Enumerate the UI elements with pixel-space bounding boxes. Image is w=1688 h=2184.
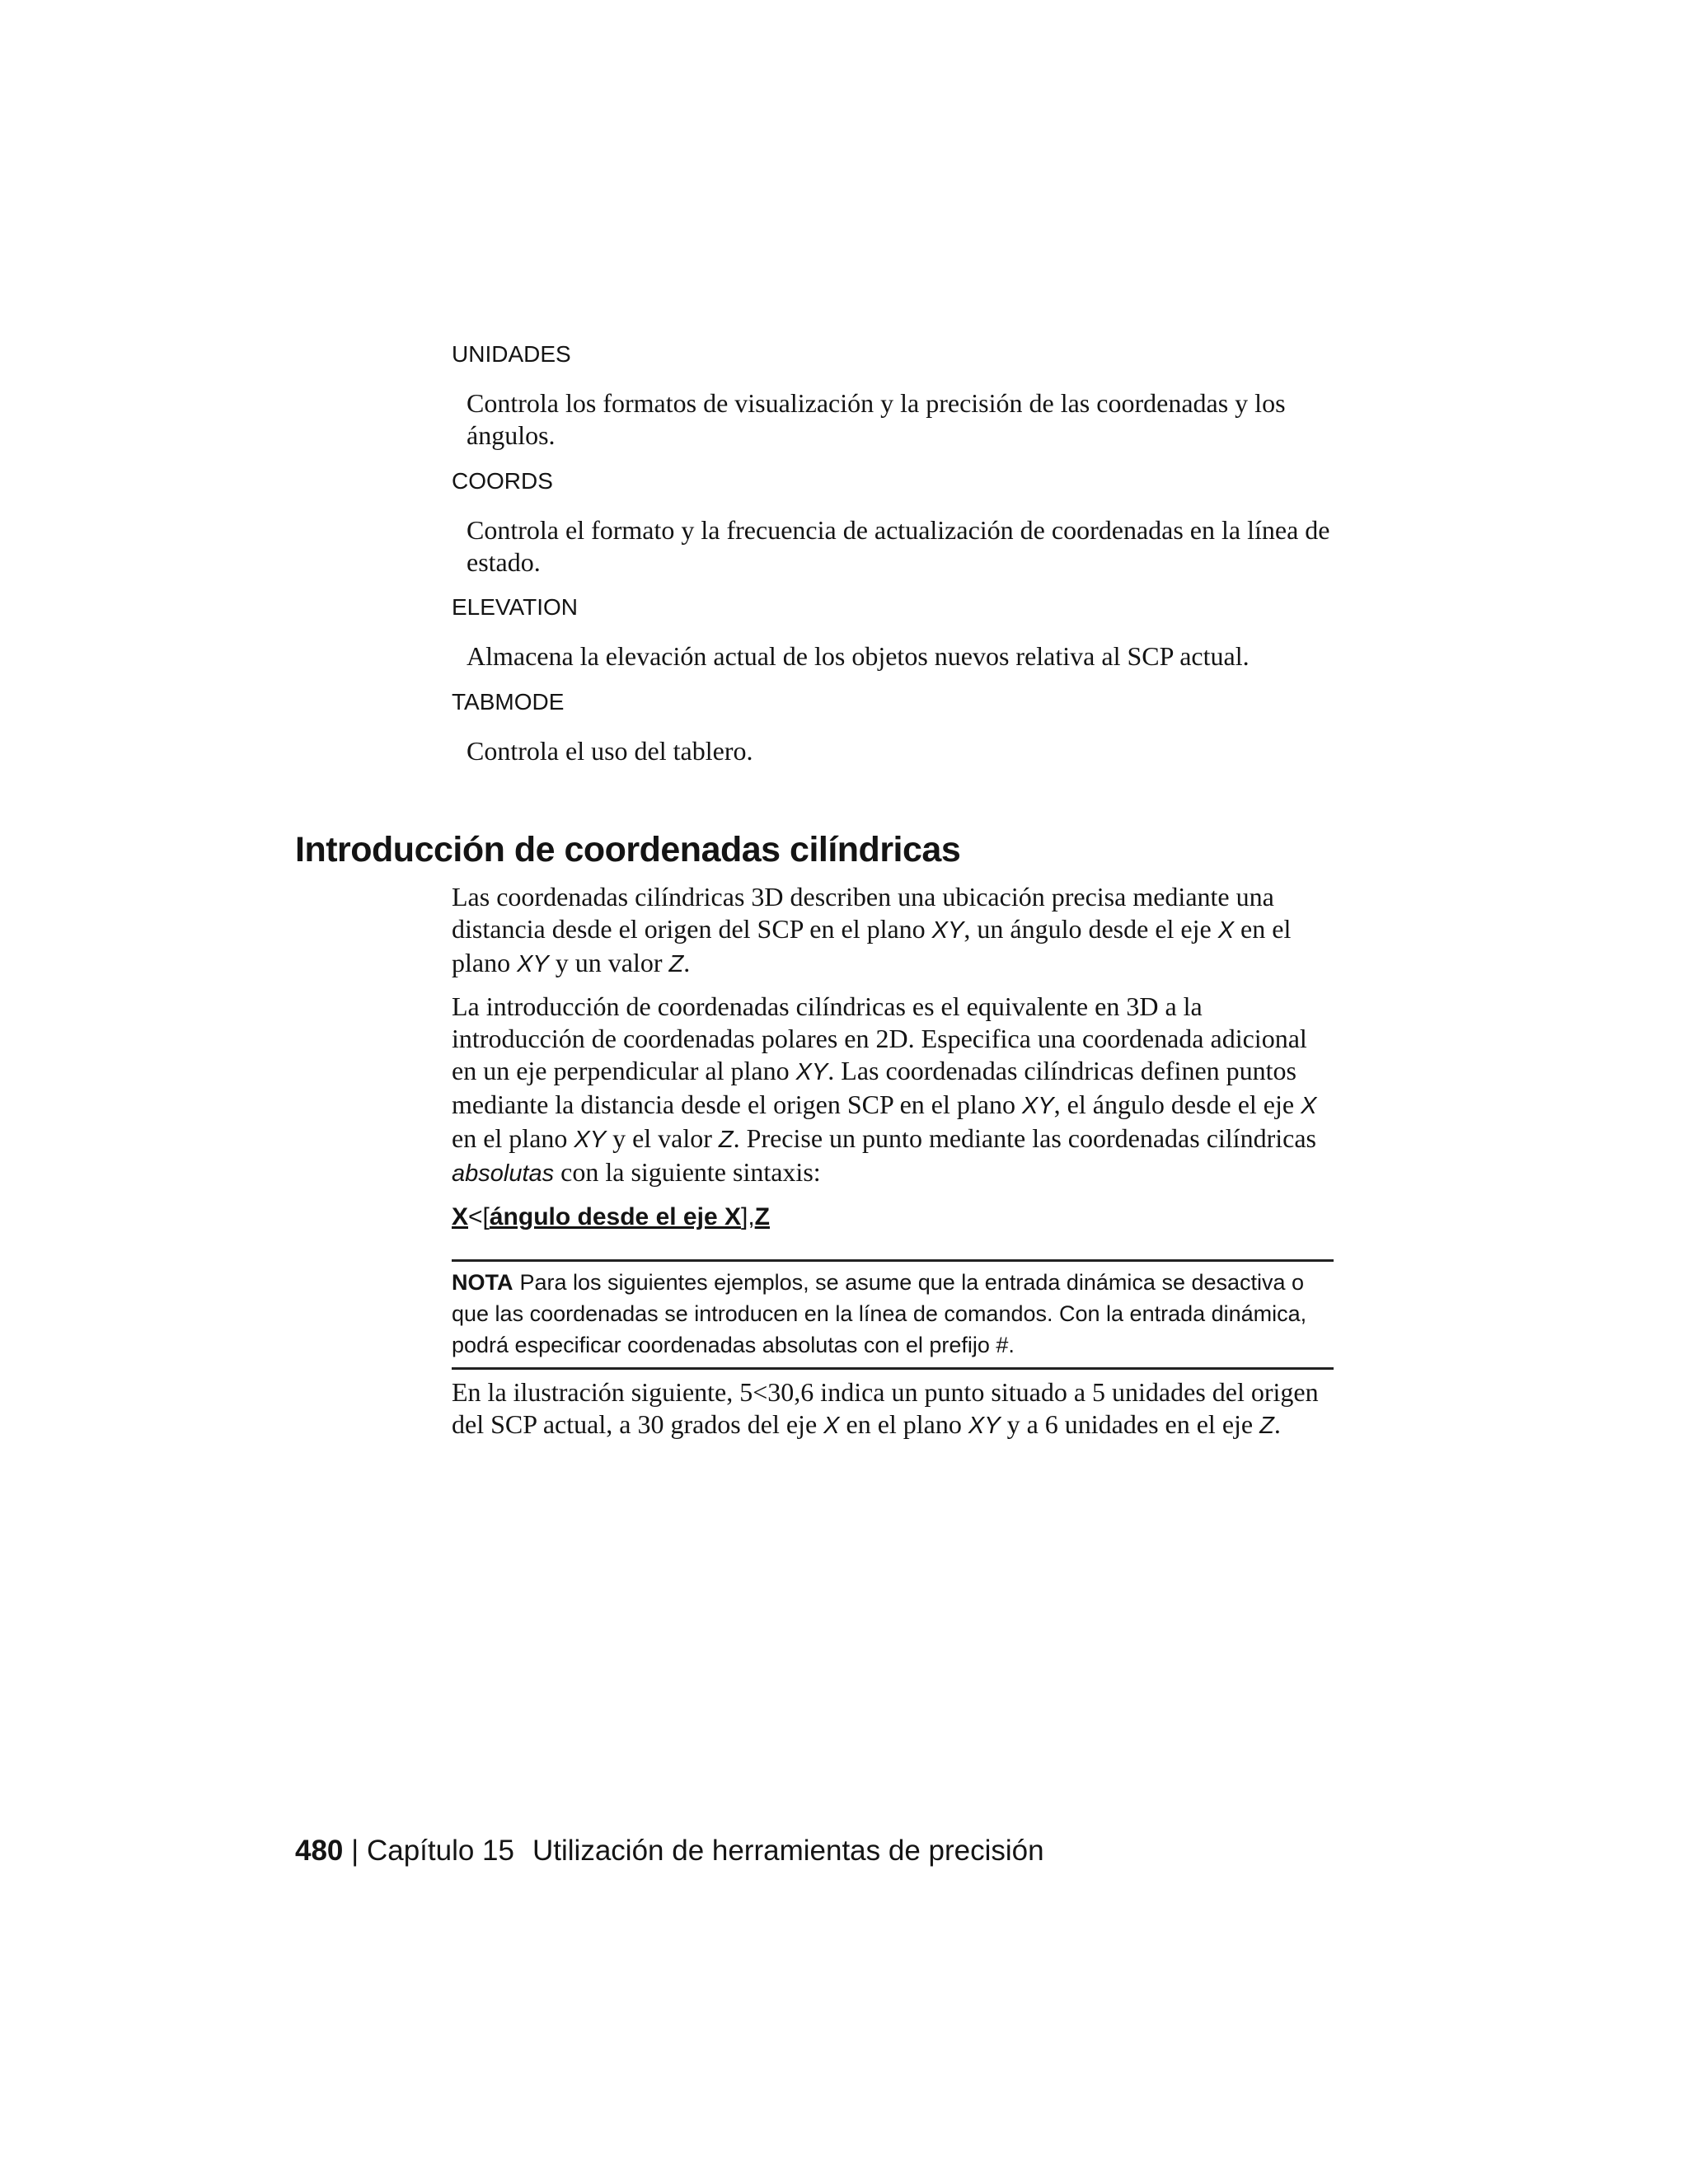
- sysvar-desc-tabmode: Controla el uso del tablero.: [467, 736, 753, 766]
- sysvar-desc-elevation: Almacena la elevación actual de los objetos nuevos relativa al SCP actual.: [467, 641, 1250, 671]
- section-heading: Introducción de coordenadas cilíndricas: [295, 830, 961, 869]
- explanation-paragraph: La introducción de coordenadas cilíndricas es el equivalente en 3D a la introducción de coordenadas polares en 2D. Especifica una coordenada adicional en un eje perpendicular al plano XY. Las coordenadas cilíndricas definen puntos mediante la distancia desde el origen SCP en el plano XY, el ángulo desde el eje X en el plano XY y el valor Z. Precise un punto mediante las coordenadas cilíndricas absolutas con la siguiente sintaxis:: [452, 991, 1317, 1187]
- syntax-line: X<[ángulo desde el eje X],Z: [452, 1203, 770, 1230]
- chapter-title: Utilización de herramientas de precisión: [532, 1835, 1044, 1867]
- sysvar-term-tabmode: TABMODE: [452, 689, 565, 715]
- page-footer: [295, 1833, 1044, 1869]
- sysvar-term-unidades: UNIDADES: [452, 341, 571, 367]
- sysvar-desc-coords: Controla el formato y la frecuencia de actualización de coordenadas en la línea de estado.: [467, 515, 1330, 577]
- intro-paragraph: Las coordenadas cilíndricas 3D describen una ubicación precisa mediante una distancia desde el origen del SCP en el plano XY, un ángulo desde el eje X en el plano XY y un valor Z.: [452, 882, 1292, 977]
- page-number: 480: [295, 1835, 344, 1867]
- sysvar-term-elevation: ELEVATION: [452, 594, 579, 620]
- note-text: Para los siguientes ejemplos, se asume que la entrada dinámica se desactiva o que las coordenadas se introducen en la línea de comandos. Con la entrada dinámica, podrá especificar coordenadas absolutas con el prefijo #.: [452, 1270, 1307, 1357]
- footer-separator: |: [351, 1835, 359, 1867]
- note-label: NOTA: [452, 1270, 513, 1295]
- note-box: [452, 1259, 1334, 1370]
- chapter-label: Capítulo 15: [366, 1835, 514, 1867]
- sysvar-term-coords: COORDS: [452, 468, 553, 494]
- illustration-paragraph: En la ilustración siguiente, 5<30,6 indica un punto situado a 5 unidades del origen del SCP actual, a 30 grados del eje X en el plano XY y a 6 unidades en el eje Z.: [452, 1377, 1319, 1439]
- sysvar-desc-unidades: Controla los formatos de visualización y la precisión de las coordenadas y los ángulos.: [467, 388, 1286, 450]
